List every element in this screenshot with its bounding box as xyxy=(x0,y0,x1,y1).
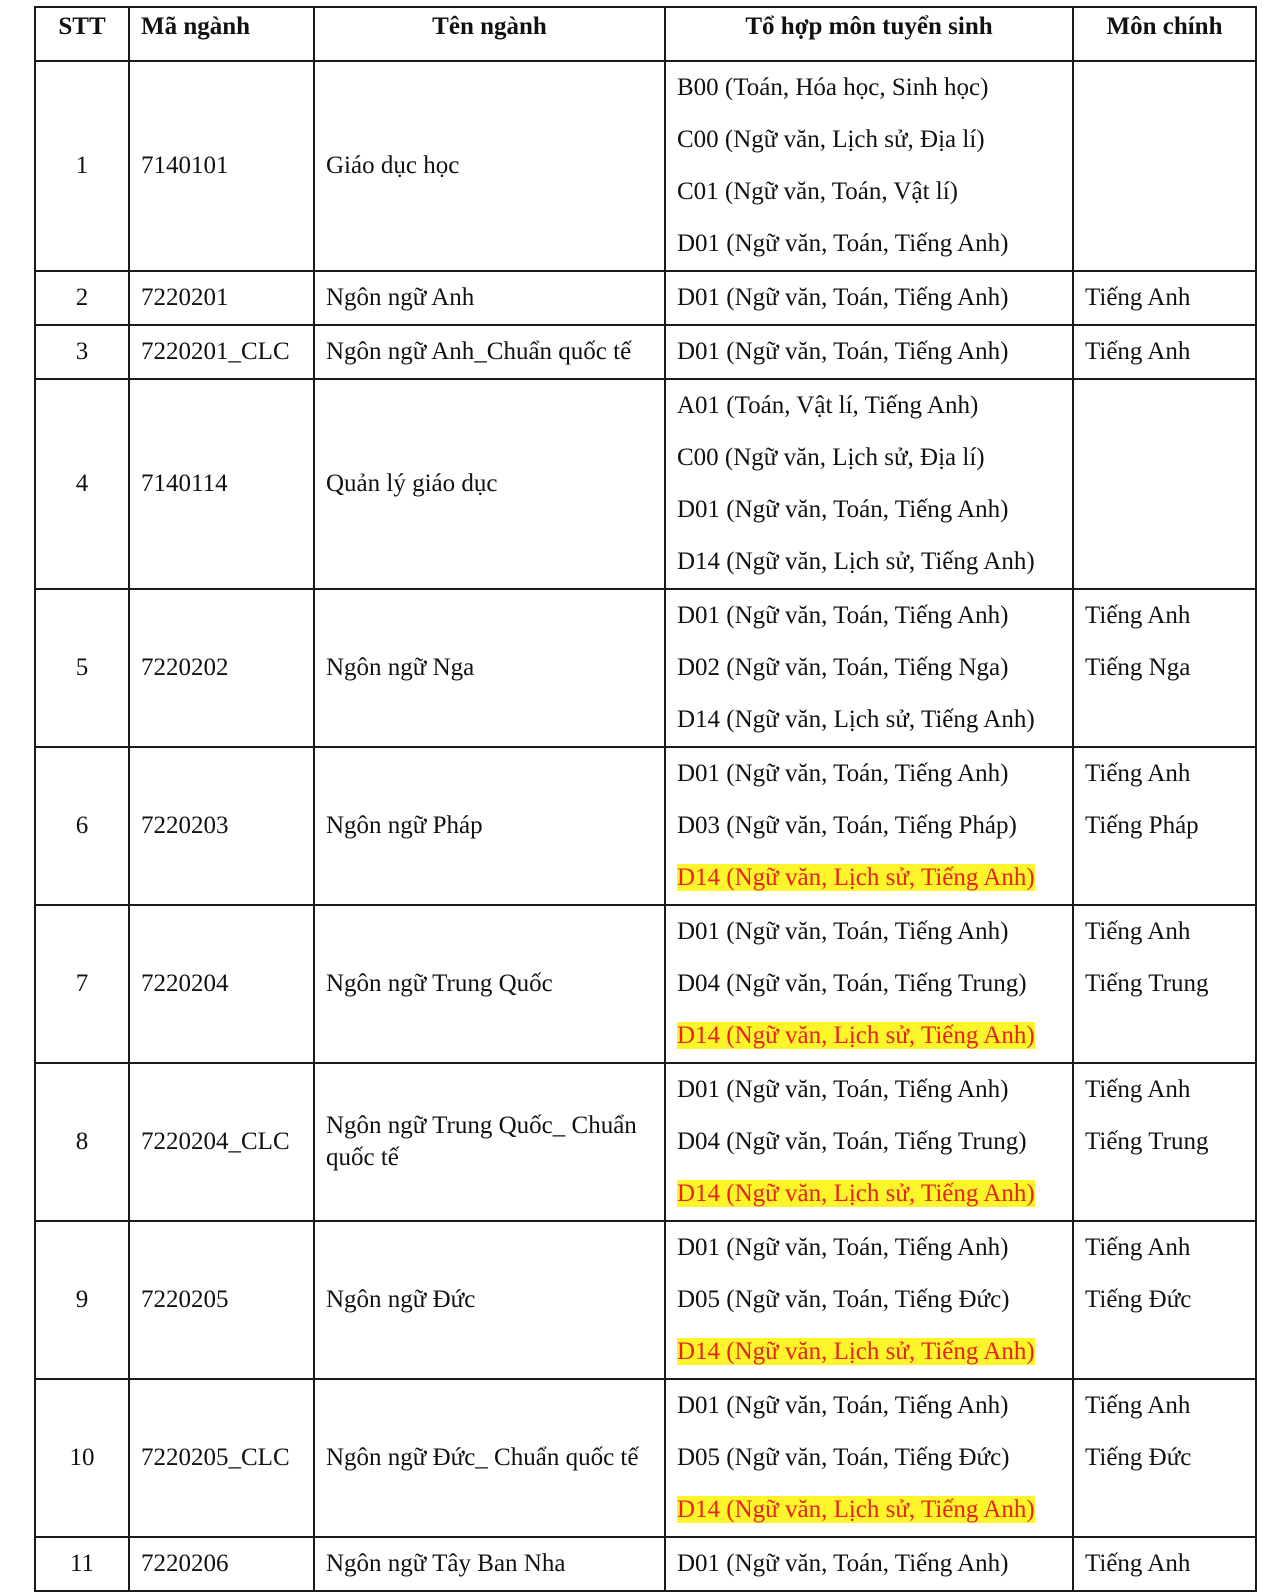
row-name: Ngôn ngữ Đức_ Chuẩn quốc tế xyxy=(314,1379,665,1537)
table-row xyxy=(35,905,1256,1063)
row-main-subjects xyxy=(1073,1221,1256,1379)
row-code: 7140101 xyxy=(129,61,314,271)
combo-item xyxy=(677,1484,1072,1536)
combo-item xyxy=(677,1326,1072,1378)
row-stt: 7 xyxy=(35,905,129,1063)
main-subject: Tiếng Nga xyxy=(1085,654,1191,681)
row-main-subjects xyxy=(1073,905,1256,1063)
row-main-subjects xyxy=(1073,325,1256,379)
combo-text: D14 (Ngữ văn, Lịch sử, Tiếng Anh) xyxy=(677,548,1035,575)
row-code: 7220204_CLC xyxy=(129,1063,314,1221)
row-combos xyxy=(665,271,1073,325)
combo-text: D01 (Ngữ văn, Toán, Tiếng Anh) xyxy=(677,338,1009,365)
combo-item xyxy=(677,1274,1072,1326)
table-row xyxy=(35,1063,1256,1221)
row-main-subjects xyxy=(1073,379,1256,589)
combo-item xyxy=(677,694,1072,746)
row-stt: 9 xyxy=(35,1221,129,1379)
combo-text: D04 (Ngữ văn, Toán, Tiếng Trung) xyxy=(677,970,1027,997)
row-name: Ngôn ngữ Anh xyxy=(314,271,665,325)
row-stt: 8 xyxy=(35,1063,129,1221)
combo-item xyxy=(677,1064,1072,1116)
main-subject: Tiếng Anh xyxy=(1085,1550,1191,1577)
row-name: Ngôn ngữ Pháp xyxy=(314,747,665,905)
combo-item xyxy=(677,1168,1072,1220)
combo-item xyxy=(677,272,1072,324)
table-row xyxy=(35,1379,1256,1537)
row-main-subjects xyxy=(1073,1379,1256,1537)
combo-text: D14 (Ngữ văn, Lịch sử, Tiếng Anh) xyxy=(677,706,1035,733)
combo-item xyxy=(677,590,1072,642)
row-combos xyxy=(665,61,1073,271)
combo-item xyxy=(677,1432,1072,1484)
combo-text: D01 (Ngữ văn, Toán, Tiếng Anh) xyxy=(677,1392,1009,1419)
combo-text: B00 (Toán, Hóa học, Sinh học) xyxy=(677,74,989,101)
row-name: Ngôn ngữ Anh_Chuẩn quốc tế xyxy=(314,325,665,379)
combo-item xyxy=(677,166,1072,218)
row-code: 7220203 xyxy=(129,747,314,905)
combo-text: D01 (Ngữ văn, Toán, Tiếng Anh) xyxy=(677,1550,1009,1577)
row-main-subjects xyxy=(1073,271,1256,325)
row-combos xyxy=(665,747,1073,905)
main-subject: Tiếng Anh xyxy=(1085,338,1191,365)
header-row xyxy=(35,7,1256,61)
combo-text: D01 (Ngữ văn, Toán, Tiếng Anh) xyxy=(677,284,1009,311)
combo-item xyxy=(677,800,1072,852)
main-subject: Tiếng Anh xyxy=(1085,284,1191,311)
combo-text: D01 (Ngữ văn, Toán, Tiếng Anh) xyxy=(677,918,1009,945)
combo-text: D14 (Ngữ văn, Lịch sử, Tiếng Anh) xyxy=(677,1022,1035,1049)
combo-item xyxy=(677,958,1072,1010)
combo-text: C00 (Ngữ văn, Lịch sử, Địa lí) xyxy=(677,444,985,471)
combo-text: A01 (Toán, Vật lí, Tiếng Anh) xyxy=(677,392,979,419)
row-combos xyxy=(665,589,1073,747)
row-code: 7220201 xyxy=(129,271,314,325)
table-row xyxy=(35,61,1256,271)
combo-item xyxy=(677,62,1072,114)
admission-table xyxy=(34,6,1257,1592)
table-body xyxy=(35,61,1256,1591)
header-code: Mã ngành xyxy=(129,7,314,61)
main-subject: Tiếng Anh xyxy=(1085,760,1191,787)
main-subject: Tiếng Trung xyxy=(1085,970,1209,997)
combo-text: D14 (Ngữ văn, Lịch sử, Tiếng Anh) xyxy=(677,1180,1035,1207)
row-combos xyxy=(665,905,1073,1063)
combo-text: D05 (Ngữ văn, Toán, Tiếng Đức) xyxy=(677,1286,1010,1313)
row-combos xyxy=(665,1221,1073,1379)
combo-item xyxy=(677,852,1072,904)
main-subject: Tiếng Pháp xyxy=(1085,812,1199,839)
combo-item xyxy=(677,114,1072,166)
main-subject: Tiếng Anh xyxy=(1085,1392,1191,1419)
combo-item xyxy=(677,1380,1072,1432)
table-row xyxy=(35,379,1256,589)
row-combos xyxy=(665,325,1073,379)
combo-text: D04 (Ngữ văn, Toán, Tiếng Trung) xyxy=(677,1128,1027,1155)
main-subject: Tiếng Anh xyxy=(1085,602,1191,629)
row-code: 7140114 xyxy=(129,379,314,589)
main-subject: Tiếng Anh xyxy=(1085,918,1191,945)
table-row xyxy=(35,1537,1256,1591)
row-stt: 10 xyxy=(35,1379,129,1537)
combo-item xyxy=(677,748,1072,800)
row-code: 7220205 xyxy=(129,1221,314,1379)
row-main-subjects xyxy=(1073,589,1256,747)
combo-item xyxy=(677,1116,1072,1168)
row-stt: 1 xyxy=(35,61,129,271)
combo-text: C00 (Ngữ văn, Lịch sử, Địa lí) xyxy=(677,126,985,153)
main-subject: Tiếng Anh xyxy=(1085,1234,1191,1261)
row-name: Ngôn ngữ Đức xyxy=(314,1221,665,1379)
table-row xyxy=(35,1221,1256,1379)
combo-text: D02 (Ngữ văn, Toán, Tiếng Nga) xyxy=(677,654,1009,681)
table-row xyxy=(35,325,1256,379)
row-code: 7220206 xyxy=(129,1537,314,1591)
row-code: 7220201_CLC xyxy=(129,325,314,379)
combo-item xyxy=(677,536,1072,588)
row-stt: 5 xyxy=(35,589,129,747)
row-code: 7220205_CLC xyxy=(129,1379,314,1537)
row-name: Ngôn ngữ Trung Quốc_ Chuẩn quốc tế xyxy=(314,1063,665,1221)
combo-text: D01 (Ngữ văn, Toán, Tiếng Anh) xyxy=(677,1076,1009,1103)
row-name: Ngôn ngữ Trung Quốc xyxy=(314,905,665,1063)
table-row xyxy=(35,271,1256,325)
header-combos: Tổ hợp môn tuyển sinh xyxy=(665,7,1073,61)
row-main-subjects xyxy=(1073,1537,1256,1591)
row-name: Ngôn ngữ Nga xyxy=(314,589,665,747)
combo-text: D14 (Ngữ văn, Lịch sử, Tiếng Anh) xyxy=(677,1338,1035,1365)
main-subject: Tiếng Đức xyxy=(1085,1286,1192,1313)
row-main-subjects xyxy=(1073,1063,1256,1221)
row-stt: 2 xyxy=(35,271,129,325)
row-combos xyxy=(665,379,1073,589)
main-subject: Tiếng Trung xyxy=(1085,1128,1209,1155)
main-subject: Tiếng Anh xyxy=(1085,1076,1191,1103)
row-name: Ngôn ngữ Tây Ban Nha xyxy=(314,1537,665,1591)
row-stt: 11 xyxy=(35,1537,129,1591)
row-code: 7220204 xyxy=(129,905,314,1063)
row-stt: 6 xyxy=(35,747,129,905)
combo-item xyxy=(677,484,1072,536)
combo-text: D01 (Ngữ văn, Toán, Tiếng Anh) xyxy=(677,760,1009,787)
table-row xyxy=(35,589,1256,747)
combo-text: D14 (Ngữ văn, Lịch sử, Tiếng Anh) xyxy=(677,1496,1035,1523)
combo-text: D01 (Ngữ văn, Toán, Tiếng Anh) xyxy=(677,602,1009,629)
row-combos xyxy=(665,1537,1073,1591)
combo-text: C01 (Ngữ văn, Toán, Vật lí) xyxy=(677,178,958,205)
row-combos xyxy=(665,1379,1073,1537)
table-row xyxy=(35,747,1256,905)
row-combos xyxy=(665,1063,1073,1221)
combo-text: D01 (Ngữ văn, Toán, Tiếng Anh) xyxy=(677,1234,1009,1261)
row-stt: 3 xyxy=(35,325,129,379)
combo-text: D14 (Ngữ văn, Lịch sử, Tiếng Anh) xyxy=(677,864,1035,891)
row-main-subjects xyxy=(1073,747,1256,905)
row-main-subjects xyxy=(1073,61,1256,271)
combo-item xyxy=(677,1222,1072,1274)
header-main: Môn chính xyxy=(1073,7,1256,61)
header-stt: STT xyxy=(35,7,129,61)
main-subject: Tiếng Đức xyxy=(1085,1444,1192,1471)
header-name: Tên ngành xyxy=(314,7,665,61)
combo-item xyxy=(677,380,1072,432)
combo-item xyxy=(677,326,1072,378)
combo-text: D05 (Ngữ văn, Toán, Tiếng Đức) xyxy=(677,1444,1010,1471)
combo-item xyxy=(677,1010,1072,1062)
combo-item xyxy=(677,218,1072,270)
row-code: 7220202 xyxy=(129,589,314,747)
row-name: Quản lý giáo dục xyxy=(314,379,665,589)
combo-item xyxy=(677,1538,1072,1590)
combo-item xyxy=(677,906,1072,958)
combo-text: D03 (Ngữ văn, Toán, Tiếng Pháp) xyxy=(677,812,1017,839)
combo-text: D01 (Ngữ văn, Toán, Tiếng Anh) xyxy=(677,230,1009,257)
combo-text: D01 (Ngữ văn, Toán, Tiếng Anh) xyxy=(677,496,1009,523)
combo-item xyxy=(677,642,1072,694)
row-name: Giáo dục học xyxy=(314,61,665,271)
combo-item xyxy=(677,432,1072,484)
row-stt: 4 xyxy=(35,379,129,589)
